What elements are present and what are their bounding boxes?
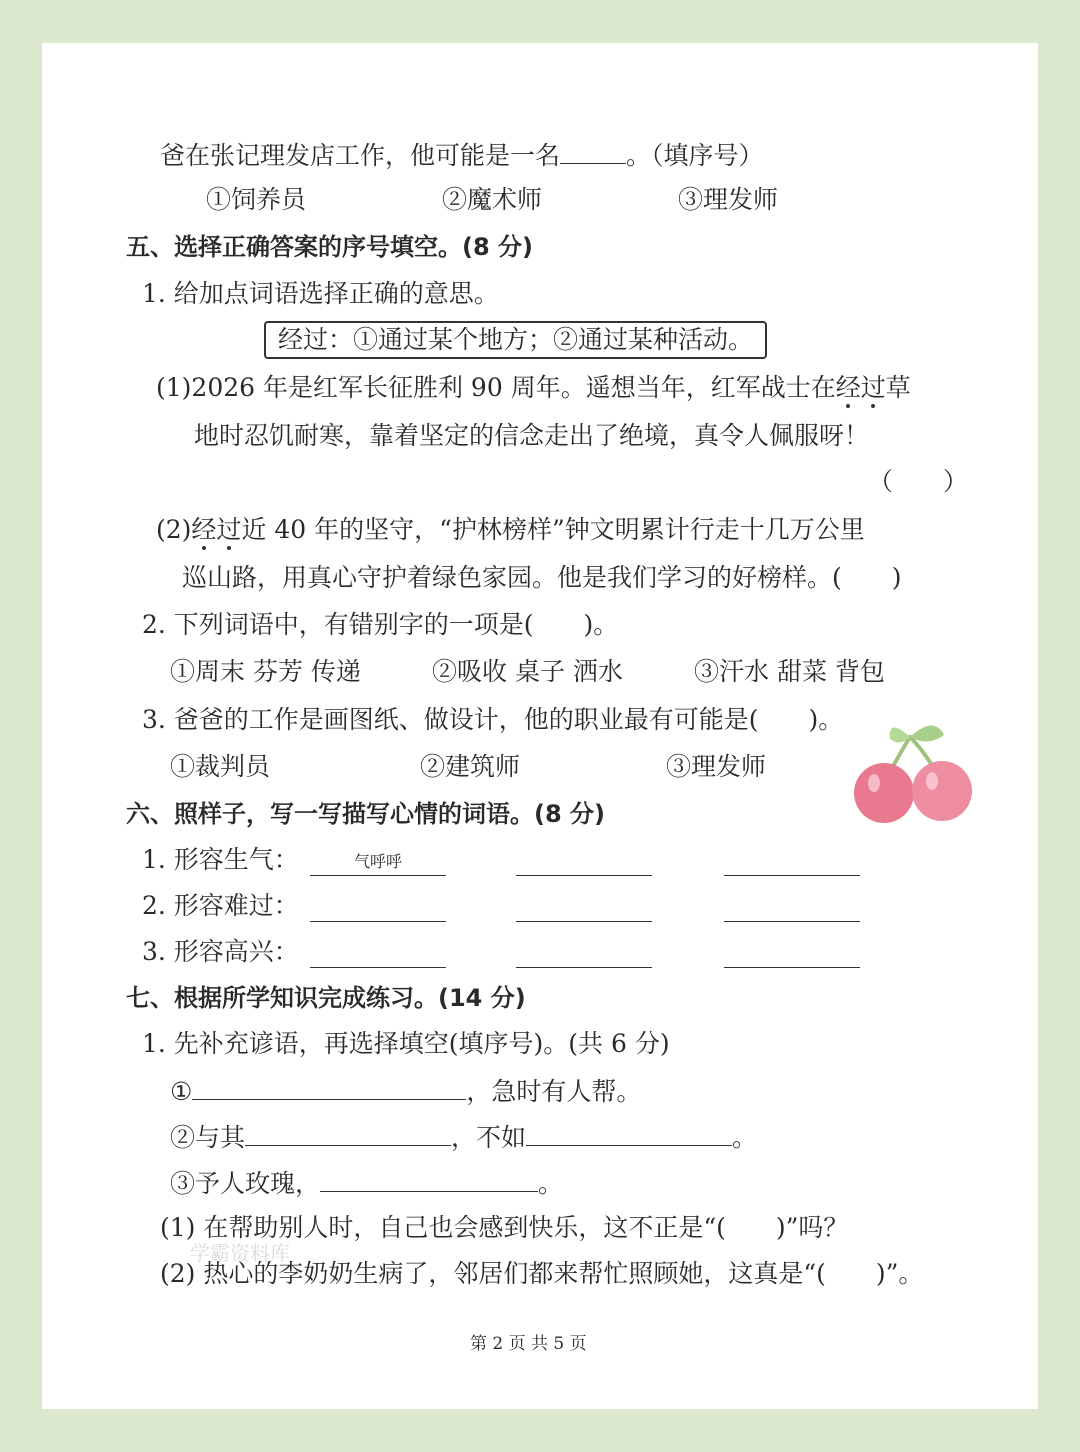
answer-blank[interactable] xyxy=(724,849,860,876)
proverb-1 xyxy=(170,1073,641,1109)
q1-stem: 1. 先补充谚语，再选择填空(填序号)。(共 6 分) xyxy=(142,1029,670,1058)
q2-option-1: ①周末 芬芳 传递 xyxy=(170,657,361,686)
fill-sentence-2: (2) 热心的李奶奶生病了，邻居们都来帮忙照顾她，这真是“( )”。 xyxy=(160,1259,924,1288)
section-heading-5: 五、选择正确答案的序号填空。(8 分) xyxy=(126,233,533,261)
section-heading-6: 六、照样子，写一写描写心情的词语。(8 分) xyxy=(126,800,605,828)
proverb-text: ③予人玫瑰， xyxy=(170,1169,321,1198)
q1-stem: 1. 给加点词语选择正确的意思。 xyxy=(142,279,499,308)
q3-option-1: ①裁判员 xyxy=(170,752,271,781)
q3-option-3: ③理发师 xyxy=(666,752,767,781)
definition-text: 经过：①通过某个地方；②通过某种活动。 xyxy=(264,321,767,359)
page-number: 第 2 页 共 5 页 xyxy=(470,1334,587,1354)
answer-blank[interactable] xyxy=(245,1119,451,1146)
q2-option-2: ②吸收 桌子 洒水 xyxy=(432,657,623,686)
dotted-char: 过 xyxy=(216,515,242,544)
worksheet-page xyxy=(42,43,1038,1409)
q3-option-2: ②建筑师 xyxy=(420,752,521,781)
answer-blank[interactable] xyxy=(320,1165,538,1192)
answer-blank[interactable] xyxy=(516,849,652,876)
proverb-text: ，急时有人帮。 xyxy=(466,1077,642,1106)
definition-box xyxy=(264,321,767,359)
proverb-text: 。 xyxy=(732,1123,758,1152)
answer-blank[interactable] xyxy=(560,137,626,164)
proverb-number: ① xyxy=(170,1077,193,1106)
question-text: 近 40 年的坚守，“护林榜样”钟文明累计行走十几万公里 xyxy=(241,515,865,544)
example-answer: 气呼呼 xyxy=(310,849,446,876)
proverb-3 xyxy=(170,1165,563,1201)
dotted-char: 过 xyxy=(860,373,886,402)
option-1: ①饲养员 xyxy=(206,185,307,214)
sub-question-1-line2: 地时忍饥耐寒，靠着坚定的信念走出了绝境，真令人佩服呀！ xyxy=(194,421,870,450)
proverb-text: ②与其 xyxy=(170,1123,246,1152)
question-text: 。（填序号） xyxy=(626,141,764,170)
sub-question-2-line2: 巡山路，用真心守护着绿色家园。他是我们学习的好榜样。( ) xyxy=(182,563,902,592)
answer-blank[interactable] xyxy=(724,895,860,922)
dotted-char: 经 xyxy=(191,515,217,544)
answer-blank[interactable] xyxy=(516,895,652,922)
answer-blank[interactable] xyxy=(310,895,446,922)
answer-blank[interactable] xyxy=(724,941,860,968)
answer-blank[interactable] xyxy=(310,941,446,968)
watermark: 学霸资料库 xyxy=(190,1241,290,1265)
answer-blank[interactable] xyxy=(192,1073,466,1100)
section-heading-7: 七、根据所学知识完成练习。(14 分) xyxy=(126,984,526,1012)
mood-row-angry xyxy=(142,843,299,877)
row-label: 3. 形容高兴： xyxy=(142,937,299,966)
carryover-question xyxy=(160,137,764,173)
option-3: ③理发师 xyxy=(678,185,779,214)
answer-blank[interactable] xyxy=(516,941,652,968)
q2-stem: 2. 下列词语中，有错别字的一项是( )。 xyxy=(142,610,619,639)
mood-row-sad xyxy=(142,889,299,923)
proverb-2 xyxy=(170,1119,757,1155)
q2-option-3: ③汗水 甜菜 背包 xyxy=(694,657,885,686)
question-number: (2) xyxy=(156,515,192,544)
dotted-char: 经 xyxy=(835,373,861,402)
cherry-icon xyxy=(848,713,978,825)
question-text: 草 xyxy=(885,373,911,402)
proverb-text: 。 xyxy=(538,1169,564,1198)
proverb-text: ，不如 xyxy=(451,1123,527,1152)
answer-paren[interactable]: （ ） xyxy=(868,467,969,496)
sub-question-2 xyxy=(156,513,865,547)
fill-sentence-1: (1) 在帮助别人时，自己也会感到快乐，这不正是“( )”吗？ xyxy=(160,1213,849,1242)
q3-stem: 3. 爸爸的工作是画图纸、做设计，他的职业最有可能是( )。 xyxy=(142,705,844,734)
mood-row-happy xyxy=(142,935,299,969)
row-label: 1. 形容生气： xyxy=(142,845,299,874)
question-text: (1)2026 年是红军长征胜利 90 周年。遥想当年，红军战士在 xyxy=(156,373,836,402)
option-2: ②魔术师 xyxy=(442,185,543,214)
row-label: 2. 形容难过： xyxy=(142,891,299,920)
answer-blank[interactable] xyxy=(526,1119,732,1146)
sub-question-1 xyxy=(156,371,911,405)
question-text: 爸在张记理发店工作，他可能是一名 xyxy=(160,141,561,170)
